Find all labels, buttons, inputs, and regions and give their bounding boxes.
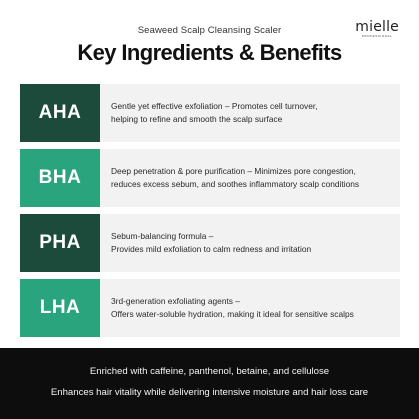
description-line: Sebum-balancing formula – <box>111 231 214 241</box>
brand-subtitle: PROFESSIONAL <box>361 34 393 38</box>
footer-line: Enhances hair vitality while delivering intensive moisture and hair loss care <box>50 387 369 398</box>
ingredient-description <box>100 279 400 337</box>
description-line: Provides mild exfoliation to calm redness and irritation <box>111 244 312 254</box>
description-line: 3rd-generation exfoliating agents – <box>111 296 240 306</box>
description-line: helping to refine and smooth the scalp surface <box>111 114 283 124</box>
header <box>0 0 419 78</box>
description-line: Gentle yet effective exfoliation – Promotes cell turnover, <box>111 101 318 111</box>
footer-banner <box>0 348 419 419</box>
ingredient-tag-pha: PHA <box>20 214 100 272</box>
ingredient-row-bha <box>20 149 400 207</box>
description-line: Offers water-soluble hydration, making it ideal for sensitive scalps <box>111 309 354 319</box>
ingredient-tag-aha: AHA <box>20 84 100 142</box>
ingredient-description <box>100 149 400 207</box>
ingredient-tag-bha: BHA <box>20 149 100 207</box>
page-title: Key Ingredients & Benefits <box>77 40 342 65</box>
footer-line: Enriched with caffeine, panthenol, betaine, and cellulose <box>89 366 330 377</box>
brand-logo <box>355 20 399 39</box>
ingredient-row-lha <box>20 279 400 337</box>
ingredient-tag-lha: LHA <box>20 279 100 337</box>
product-subtitle: Seaweed Scalp Cleansing Scaler <box>137 25 282 36</box>
ingredient-row-aha <box>20 84 400 142</box>
ingredient-description <box>100 84 400 142</box>
description-line: Deep penetration & pore purification – Minimizes pore congestion, <box>111 166 356 176</box>
ingredient-description <box>100 214 400 272</box>
brand-name: mielle <box>355 19 399 35</box>
description-line: reduces excess sebum, and soothes inflammatory scalp conditions <box>111 179 360 189</box>
ingredient-row-pha <box>20 214 400 272</box>
